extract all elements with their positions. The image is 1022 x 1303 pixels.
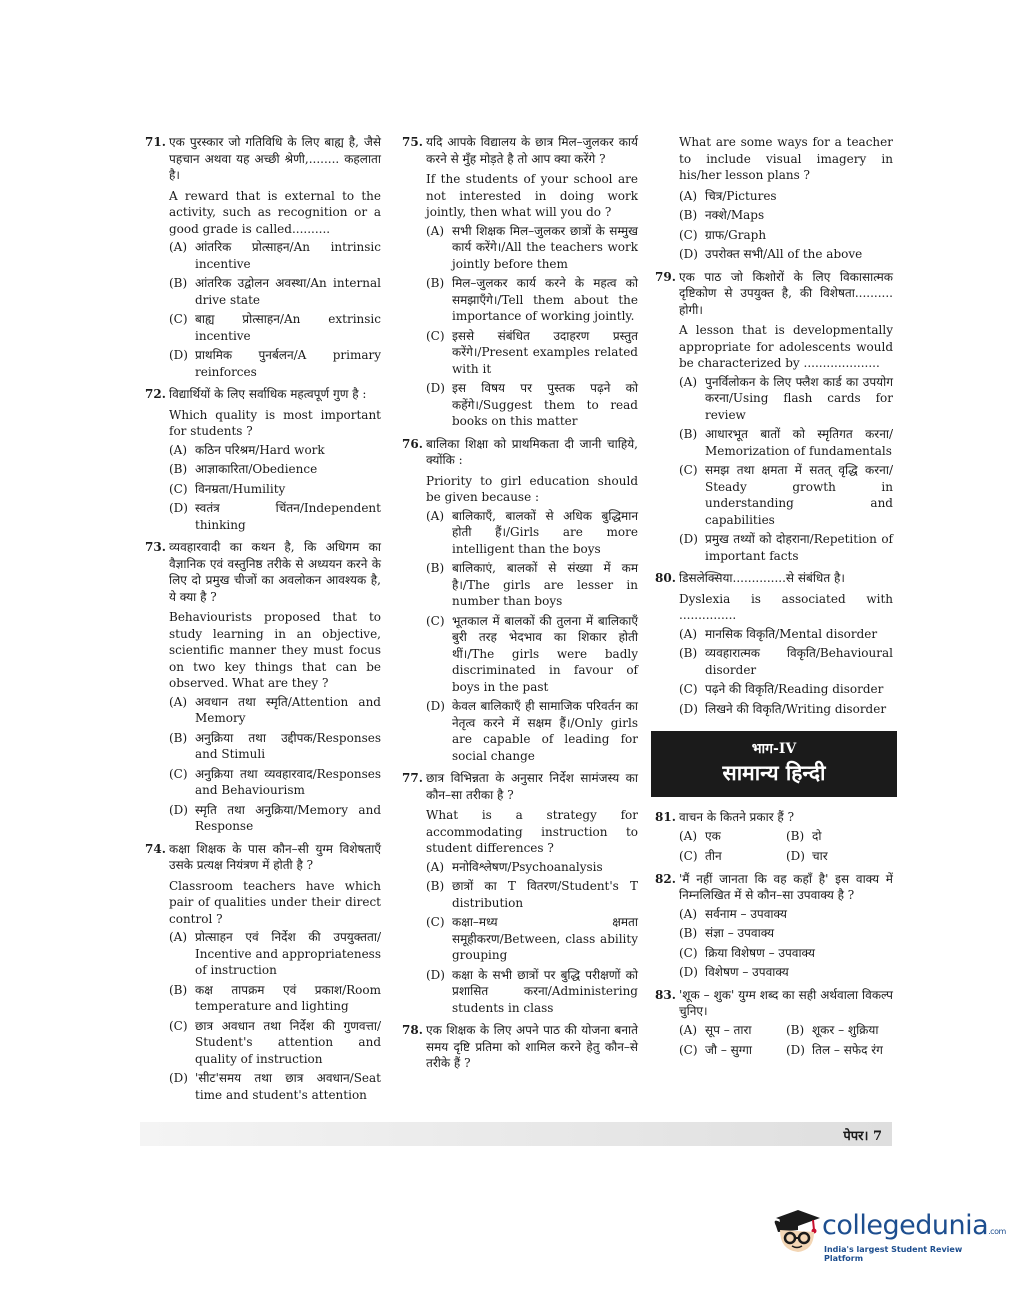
question-hindi: 'शूक – शुक' युग्म शब्द का सही अर्थवाला विकल्प चुनिए। <box>679 987 893 1018</box>
option-letter: (D) <box>169 501 188 515</box>
option-letter: (B) <box>169 982 188 997</box>
question-71 <box>145 134 381 380</box>
option-letter: (B) <box>679 208 698 222</box>
option-text: छात्रों का T वितरण/Student's T distribution <box>452 879 638 910</box>
option-text: चित्र/Pictures <box>705 188 777 203</box>
column-1 <box>145 134 381 1109</box>
option-72-2 <box>169 481 381 498</box>
question-number: 78. <box>402 1023 423 1037</box>
option-text: बाह्य प्रोत्साहन/An extrinsic incentive <box>195 312 381 343</box>
option-82-0 <box>679 906 893 923</box>
option-letter: (B) <box>426 879 445 893</box>
question-78-options <box>655 188 893 263</box>
option-text: कक्षा–मध्य क्षमता समूहीकरण/Between, class ability grouping <box>452 915 638 962</box>
option-75-0 <box>426 223 638 273</box>
option-text: संज्ञा – उपवाक्य <box>705 926 775 940</box>
question-number: 83. <box>655 987 676 1002</box>
option-71-0 <box>169 239 381 272</box>
option-text: बालिकाएं, बालकों से संख्या में कम है।/The girls are lesser in number than boys <box>452 561 638 608</box>
option-text: मनोविश्लेषण/Psychoanalysis <box>452 859 603 874</box>
question-hindi: वाचन के कितने प्रकार हैं ? <box>679 810 795 824</box>
question-english: Classroom teachers have which pair of qualities under their direct control ? <box>169 878 381 926</box>
option-76-1 <box>426 560 638 610</box>
option-letter: (D) <box>786 1043 805 1057</box>
option-letter: (A) <box>426 508 445 523</box>
question-number: 81. <box>655 810 676 824</box>
question-hindi: एक शिक्षक के लिए अपने पाठ की योजना बनाते समय दृष्टि प्रतिमा को शामिल करने हेतु कौन–से तरीके हैं ? <box>426 1023 638 1070</box>
option-text: व्यवहारात्मक विकृति/Behavioural disorder <box>705 646 893 677</box>
option-letter: (C) <box>426 613 445 628</box>
option-letter: (C) <box>679 227 698 242</box>
option-text: ग्राफ/Graph <box>705 227 767 242</box>
option-text: नक्शे/Maps <box>705 208 765 222</box>
option-letter: (D) <box>679 247 698 261</box>
option-text: विशेषण – उपवाक्य <box>705 965 789 979</box>
option-letter: (B) <box>786 828 805 843</box>
option-72-1 <box>169 461 381 478</box>
option-letter: (D) <box>169 1071 188 1085</box>
option-77-2 <box>426 914 638 964</box>
option-text: बालिकाएँ, बालकों से अधिक बुद्धिमान होती हैं।/Girls are more intelligent than the boys <box>452 508 638 556</box>
page-label: पेपर। 7 <box>843 1129 882 1144</box>
option-text: इस विषय पर पुस्तक पढ़ने को कहेंगे।/Suggest them to read books on this matter <box>452 381 638 428</box>
option-letter: (D) <box>679 701 698 716</box>
question-number: 77. <box>402 771 423 785</box>
option-letter: (D) <box>169 348 188 362</box>
option-text: प्रमुख तथ्यों को दोहराना/Repetition of important facts <box>705 532 893 563</box>
question-hindi: विद्यार्थियों के लिए सर्वाधिक महत्वपूर्ण गुण है : <box>169 387 367 401</box>
option-letter: (C) <box>426 328 445 343</box>
option-text: दो <box>812 828 822 843</box>
section-title: सामान्य हिन्दी <box>722 760 826 785</box>
question-hindi: यदि आपके विद्यालय के छात्र मिल–जुलकर कार्य करने से मुँह मोड़ते है तो आप क्या करेंगे ? <box>426 135 638 166</box>
option-75-2 <box>426 328 638 378</box>
graduate-mascot-icon <box>768 1196 822 1258</box>
option-letter: (C) <box>679 682 698 696</box>
option-text: मिल–जुलकर कार्य करने के महत्व को समझाएँगे।/Tell them about the importance of working jointly. <box>452 276 638 323</box>
option-letter: (A) <box>679 906 698 921</box>
option-letter: (B) <box>679 646 698 660</box>
question-74 <box>145 841 381 1104</box>
question-78 <box>402 1022 638 1072</box>
option-72-0 <box>169 442 381 459</box>
option-80-2 <box>679 681 893 698</box>
option-text: सूप – तारा <box>705 1022 752 1037</box>
question-hindi: एक पुरस्कार जो गतिविधि के लिए बाह्य है, जैसे पहचान अथवा यह अच्छी श्रेणी,........ कहलाता है। <box>169 135 381 182</box>
option-77-3 <box>426 967 638 1017</box>
option-letter: (D) <box>679 532 698 546</box>
option-text: अनुक्रिया तथा उद्दीपक/Responses and Stimuli <box>195 730 381 761</box>
question-83 <box>655 987 893 1059</box>
option-text: तिल – सफेद रंग <box>812 1043 883 1057</box>
options-grid <box>679 1022 893 1059</box>
option-text: जौ – सुग्गा <box>705 1043 752 1057</box>
option-text: केवल बालिकाएँ ही सामाजिक परिवर्तन का नेतृत्व करने में सक्षम हैं।/Only girls are capable of leading for social change <box>452 699 638 763</box>
option-78-1 <box>679 207 893 224</box>
option-77-1 <box>426 878 638 911</box>
option-letter: (A) <box>679 1022 698 1037</box>
option-letter: (A) <box>169 694 188 709</box>
option-text: 'सीट'समय तथा छात्र अवधान/Seat time and student's attention <box>195 1071 381 1102</box>
logo-tagline: India's largest Student Review Platform <box>824 1245 963 1263</box>
option-letter: (C) <box>169 1018 188 1033</box>
option-letter: (B) <box>679 926 698 940</box>
question-header <box>655 987 893 1020</box>
option-text: कठिन परिश्रम/Hard work <box>195 442 325 457</box>
question-english: A lesson that is developmentally appropriate for adolescents would be characterized by .................... <box>679 323 893 370</box>
question-number: 80. <box>655 571 676 585</box>
question-english: Behaviourists proposed that to study learning in an objective, scientific manner they must focus on two key things that can be observed. What are they ? <box>169 610 381 690</box>
option-75-1 <box>426 275 638 325</box>
option-text: शूकर – शुक्रिया <box>812 1022 879 1037</box>
option-text: आंतरिक उद्वोलन अवस्था/An internal drive state <box>195 276 381 307</box>
column-3 <box>655 134 893 1065</box>
question-header <box>402 134 638 167</box>
question-header <box>402 1022 638 1072</box>
option-text: प्राथमिक पुनर्बलन/A primary reinforces <box>195 348 381 379</box>
question-hindi: व्यवहारवादी का कथन है, कि अधिगम का वैज्ञानिक एवं वस्तुनिष्ठ तरीके से अध्ययन करने के लिए दो प्रमुख चीजों का अवलोकन आवश्यक है, ये क्या है ? <box>169 540 381 604</box>
option-80-0 <box>679 626 893 643</box>
column-2 <box>402 134 638 1078</box>
option-76-3 <box>426 698 638 764</box>
option-79-2 <box>679 462 893 528</box>
question-72 <box>145 386 381 533</box>
question-75 <box>402 134 638 430</box>
option-letter: (B) <box>169 462 188 476</box>
option-83-3 <box>786 1042 893 1059</box>
option-81-0 <box>679 828 786 845</box>
option-text: आंतरिक प्रोत्साहन/An intrinsic incentive <box>195 240 381 271</box>
question-header <box>402 770 638 803</box>
option-letter: (D) <box>426 967 445 982</box>
question-78-english: What are some ways for a teacher to include visual imagery in his/her lesson plans ? <box>679 135 893 182</box>
option-text: स्मृति तथा अनुक्रिया/Memory and Response <box>195 802 381 833</box>
option-81-3 <box>786 848 893 865</box>
option-71-1 <box>169 275 381 308</box>
question-hindi: बालिका शिक्षा को प्राथमिकता दी जानी चाहिये, क्योंकि : <box>426 436 638 467</box>
question-header <box>145 386 381 403</box>
option-letter: (C) <box>679 1043 698 1057</box>
logo-suffix: .com <box>988 1227 1006 1236</box>
option-73-0 <box>169 694 381 727</box>
option-text: तीन <box>705 849 722 863</box>
option-letter: (C) <box>426 915 445 929</box>
question-header <box>145 539 381 605</box>
option-letter: (C) <box>679 463 698 477</box>
option-78-3 <box>679 246 893 263</box>
option-letter: (D) <box>426 699 445 713</box>
option-text: छात्र अवधान तथा निर्देश की गुणवत्ता/ Student's attention and quality of instruction <box>195 1018 381 1066</box>
question-hindi: कक्षा शिक्षक के पास कौन–सी युग्म विशेषताएँ उसके प्रत्यक्ष नियंत्रण में होती है ? <box>169 841 381 872</box>
question-hindi: 'मैं नहीं जानता कि वह कहाँ है' इस वाक्य में निम्नलिखित में से कौन–सा उपवाक्य है ? <box>679 871 893 902</box>
option-76-0 <box>426 508 638 558</box>
option-letter: (A) <box>679 828 698 843</box>
question-number: 76. <box>402 436 423 451</box>
option-79-3 <box>679 531 893 564</box>
option-letter: (A) <box>169 442 188 457</box>
question-80 <box>655 570 893 717</box>
option-83-2 <box>679 1042 786 1059</box>
option-71-2 <box>169 311 381 344</box>
option-letter: (B) <box>679 427 698 441</box>
option-text: मानसिक विकृति/Mental disorder <box>705 626 878 641</box>
question-header <box>655 570 893 587</box>
option-text: सभी शिक्षक मिल–जुलकर छात्रों के सम्मुख कार्य करेंगे।/All the teachers work jointly before them <box>452 223 638 271</box>
question-header <box>655 269 893 319</box>
option-text: आधारभूत बातों को स्मृतिगत करना/ Memorization of fundamentals <box>705 427 893 458</box>
section-part: भाग-IV <box>751 741 797 757</box>
option-letter: (C) <box>169 481 188 496</box>
question-english: Which quality is most important for students ? <box>169 407 381 438</box>
question-english: Priority to girl education should be given because : <box>426 473 638 504</box>
collegedunia-logo <box>768 1196 1006 1266</box>
question-77 <box>402 770 638 1016</box>
option-letter: (A) <box>169 930 188 944</box>
option-text: एक <box>705 828 721 843</box>
question-header <box>655 809 893 826</box>
question-header <box>655 871 893 904</box>
option-letter: (A) <box>169 240 188 254</box>
question-header <box>402 436 638 469</box>
option-77-0 <box>426 859 638 876</box>
option-text: अनुक्रिया तथा व्यवहारवाद/Responses and Behaviourism <box>195 766 381 797</box>
question-82 <box>655 871 893 981</box>
option-letter: (A) <box>426 223 445 238</box>
question-number: 73. <box>145 540 166 554</box>
option-letter: (B) <box>169 276 188 290</box>
option-text: लिखने की विकृति/Writing disorder <box>705 701 887 716</box>
option-letter: (B) <box>169 730 188 745</box>
question-number: 74. <box>145 841 166 856</box>
question-header <box>145 134 381 184</box>
section-banner <box>651 731 897 797</box>
question-hindi: एक पाठ जो किशोरों के लिए विकासात्मक दृष्टिकोण से उपयुक्त है, की विशेषता.......... होगी। <box>679 269 893 317</box>
option-72-3 <box>169 500 381 533</box>
question-number: 82. <box>655 871 676 886</box>
option-letter: (C) <box>679 849 698 863</box>
option-text: चार <box>812 849 828 863</box>
option-letter: (C) <box>679 945 698 960</box>
option-text: सर्वनाम – उपवाक्य <box>705 906 787 921</box>
option-82-1 <box>679 925 893 942</box>
option-text: आज्ञाकारिता/Obedience <box>195 462 318 476</box>
option-74-3 <box>169 1070 381 1103</box>
option-73-3 <box>169 802 381 835</box>
question-number: 72. <box>145 387 166 401</box>
option-letter: (A) <box>679 374 698 389</box>
option-74-0 <box>169 929 381 979</box>
option-80-1 <box>679 645 893 678</box>
question-number: 79. <box>655 269 676 284</box>
option-letter: (D) <box>426 381 445 395</box>
option-text: उपरोक्त सभी/All of the above <box>705 247 863 261</box>
option-text: कक्ष तापक्रम एवं प्रकाश/Room temperature and lighting <box>195 982 381 1013</box>
option-text: विनम्रता/Humility <box>195 481 286 496</box>
option-75-3 <box>426 380 638 430</box>
option-81-2 <box>679 848 786 865</box>
option-letter: (C) <box>169 312 188 326</box>
question-hindi: डिसलेक्सिया..............से संबंधित है। <box>679 571 845 585</box>
option-text: क्रिया विशेषण – उपवाक्य <box>705 945 815 960</box>
option-text: भूतकाल में बालकों की तुलना में बालिकाएँ बुरी तरह भेदभाव का शिकार होती थीं।/The girls were badly discriminated in favour of boys in the past <box>452 613 638 694</box>
option-71-3 <box>169 347 381 380</box>
option-79-0 <box>679 374 893 424</box>
question-73 <box>145 539 381 835</box>
question-english: If the students of your school are not interested in doing work jointly, then what will you do ? <box>426 172 638 219</box>
question-number: 71. <box>145 135 166 149</box>
option-78-0 <box>679 188 893 205</box>
option-80-3 <box>679 701 893 718</box>
question-english: Dyslexia is associated with ............... <box>679 591 893 622</box>
option-83-1 <box>786 1022 893 1039</box>
option-82-3 <box>679 964 893 981</box>
option-78-2 <box>679 227 893 244</box>
options-grid <box>679 828 893 865</box>
option-73-2 <box>169 766 381 799</box>
question-81 <box>655 809 893 865</box>
question-english: What is a strategy for accommodating instruction to student differences ? <box>426 808 638 855</box>
option-text: पढ़ने की विकृति/Reading disorder <box>705 682 884 696</box>
option-76-2 <box>426 613 638 696</box>
option-74-2 <box>169 1018 381 1068</box>
option-letter: (D) <box>169 802 188 817</box>
option-81-1 <box>786 828 893 845</box>
option-letter: (D) <box>679 965 698 979</box>
option-79-1 <box>679 426 893 459</box>
question-english: A reward that is external to the activity, such as recognition or a good grade is called.......... <box>169 188 381 236</box>
option-74-1 <box>169 982 381 1015</box>
option-73-1 <box>169 730 381 763</box>
option-letter: (B) <box>426 276 445 290</box>
question-number: 75. <box>402 135 423 149</box>
option-letter: (A) <box>679 626 698 641</box>
option-82-2 <box>679 945 893 962</box>
option-text: प्रोत्साहन एवं निर्देश की उपयुक्तता/ Incentive and appropriateness of instruction <box>195 930 381 977</box>
option-letter: (A) <box>426 859 445 874</box>
question-76 <box>402 436 638 765</box>
option-text: समझ तथा क्षमता में सतत् वृद्धि करना/ Steady growth in understanding and capabilities <box>705 463 893 527</box>
question-79 <box>655 269 893 565</box>
option-text: पुनर्विलोकन के लिए फ्लैश कार्ड का उपयोग करना/Using flash cards for review <box>705 374 893 422</box>
option-text: अवधान तथा स्मृति/Attention and Memory <box>195 694 381 725</box>
question-header <box>145 841 381 874</box>
footer-bar <box>140 1122 892 1146</box>
option-letter: (A) <box>679 188 698 203</box>
option-letter: (C) <box>169 766 188 781</box>
question-hindi: छात्र विभिन्नता के अनुसार निर्देश सामंजस्य का कौन–सा तरीका है ? <box>426 771 638 802</box>
logo-name: collegedunia <box>822 1210 989 1241</box>
option-letter: (B) <box>426 561 445 575</box>
option-text: इससे संबंधित उदाहरण प्रस्तुत करेंगे।/Present examples related with it <box>452 328 638 376</box>
option-letter: (D) <box>786 849 805 863</box>
option-83-0 <box>679 1022 786 1039</box>
option-text: कक्षा के सभी छात्रों पर बुद्धि परीक्षणों को प्रशासित करना/Administering students in class <box>452 967 638 1015</box>
option-letter: (B) <box>786 1022 805 1037</box>
option-text: स्वतंत्र चिंतन/Independent thinking <box>195 501 381 532</box>
